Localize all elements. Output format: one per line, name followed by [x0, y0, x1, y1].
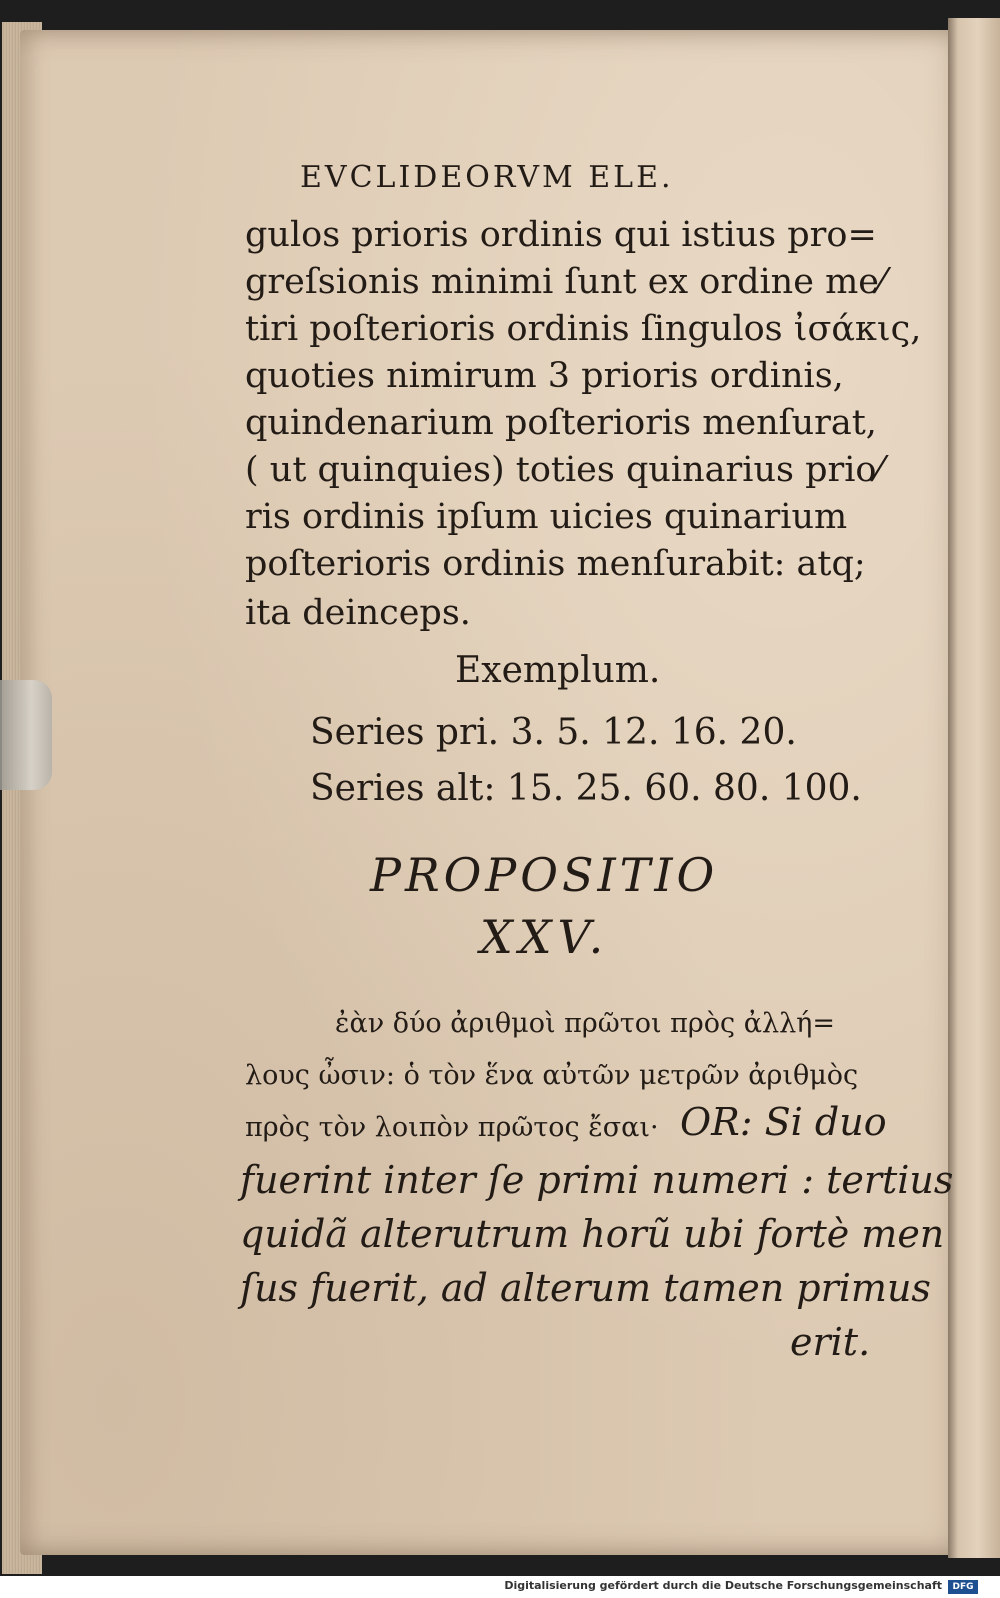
- running-head: EVCLIDEORVM ELE.: [300, 160, 674, 195]
- greek-tail: OR: Si duo: [680, 1100, 887, 1144]
- greek-line: πρὸς τὸν λοιπὸν πρῶτος ἔσαι·: [245, 1112, 659, 1143]
- latin-line: quidã alterutrum horũ ubi fortè men: [240, 1212, 945, 1256]
- body-line: quindenarium poſterioris menſurat,: [245, 403, 877, 443]
- series-altera: Series alt: 15. 25. 60. 80. 100.: [310, 768, 862, 809]
- footer-credit: Digitalisierung gefördert durch die Deutsche Forschungsgemeinschaft: [504, 1579, 942, 1592]
- exemplum-heading: Exemplum.: [455, 650, 661, 691]
- body-line: greſsionis minimi ſunt ex ordine me⁄: [245, 262, 885, 302]
- latin-line: ſus fuerit, ad alterum tamen primus: [240, 1266, 931, 1310]
- series-prior: Series pri. 3. 5. 12. 16. 20.: [310, 712, 797, 753]
- latin-line: fuerint inter ſe primi numeri : tertius: [240, 1158, 954, 1202]
- greek-line: λους ὦσιν: ὁ τὸν ἕνα αὐτῶν μετρῶν ἀριθμὸς: [245, 1060, 859, 1091]
- body-line: gulos prioris ordinis qui istius pro=: [245, 215, 877, 255]
- greek-line: ἐὰν δύο ἀριθμοὶ πρῶτοι πρὸς ἀλλή=: [335, 1008, 835, 1039]
- body-line: tiri poſterioris ordinis ſingulos ἰσάκις,: [245, 309, 922, 349]
- proposition-number: XXV.: [480, 910, 610, 964]
- body-line: ( ut quinquies) toties quinarius prio⁄: [245, 450, 883, 490]
- dfg-logo: DFG: [948, 1580, 978, 1594]
- body-line: ris ordinis ipſum uicies quinarium: [245, 497, 848, 537]
- latin-line: erit.: [790, 1320, 871, 1364]
- body-line: quoties nimirum 3 prioris ordinis,: [245, 356, 844, 396]
- proposition-title: PROPOSITIO: [370, 848, 719, 902]
- body-line: ita deinceps.: [245, 593, 471, 633]
- body-line: poſterioris ordinis menſurabit: atq;: [245, 544, 866, 584]
- footer-bar: [0, 1576, 1000, 1598]
